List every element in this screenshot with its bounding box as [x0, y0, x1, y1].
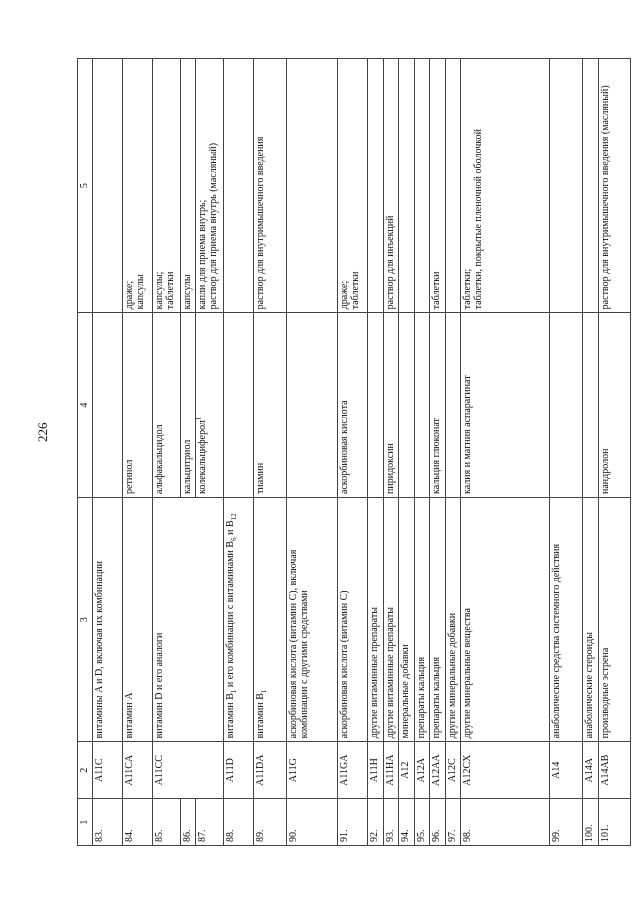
atc-code-cell: A11H: [367, 742, 383, 799]
dosage-form-cell: [399, 59, 415, 313]
dosage-form-cell: драже; таблетки: [338, 59, 368, 313]
group-name-cell: другие витаминные препараты: [383, 497, 399, 741]
table-row: [583, 59, 599, 846]
row-number-cell: 84.: [122, 799, 152, 846]
atc-code-cell: A11GA: [338, 742, 368, 799]
page-number: 226: [35, 422, 50, 442]
header-cell: 1: [78, 799, 93, 846]
drug-name-cell: [445, 313, 461, 498]
dosage-form-cell: раствор для внутримышечного введения (масляный): [598, 59, 630, 313]
table-row: [253, 59, 286, 846]
row-number-cell: 83.: [93, 799, 123, 846]
group-name-cell: препараты кальция: [430, 497, 446, 741]
table-row: [93, 59, 123, 846]
dosage-form-cell: таблетки: [430, 59, 446, 313]
drug-name-cell: альфакальцидол: [152, 313, 180, 498]
dosage-form-cell: [223, 59, 253, 313]
atc-code-cell: A11HA: [383, 742, 399, 799]
table-row: [414, 59, 430, 846]
group-name-cell: анаболические средства системного действия: [549, 497, 582, 741]
group-name-cell: аскорбиновая кислота (витамин С): [338, 497, 368, 741]
drug-name-cell: [549, 313, 582, 498]
row-number-cell: 85.: [152, 799, 180, 846]
row-number-cell: 86.: [180, 799, 196, 846]
header-cell: 3: [78, 497, 93, 741]
row-number-cell: 95.: [414, 799, 430, 846]
dosage-form-cell: [549, 59, 582, 313]
table-header-row: [78, 59, 93, 846]
dosage-form-cell: раствор для инъекций: [383, 59, 399, 313]
table-row: [598, 59, 630, 846]
table-row: [445, 59, 461, 846]
row-number-cell: 88.: [223, 799, 253, 846]
drug-name-cell: нандролон: [598, 313, 630, 498]
dosage-form-cell: [367, 59, 383, 313]
row-number-cell: 91.: [338, 799, 368, 846]
drug-name-cell: кальция глюконат: [430, 313, 446, 498]
drug-name-cell: калия и магния аспарагинат: [461, 313, 550, 498]
group-name-cell: препараты кальция: [414, 497, 430, 741]
row-number-cell: 101.: [598, 799, 630, 846]
group-name-cell: витамин D и его аналоги: [152, 497, 223, 741]
row-number-cell: 92.: [367, 799, 383, 846]
row-number-cell: 96.: [430, 799, 446, 846]
dosage-form-cell: [414, 59, 430, 313]
atc-code-cell: A14A: [583, 742, 599, 799]
drug-name-cell: ретинол: [122, 313, 152, 498]
group-name-cell: другие минеральные вещества: [461, 497, 550, 741]
row-number-cell: 100.: [583, 799, 599, 846]
dosage-form-cell: капсулы: [180, 59, 196, 313]
dosage-form-cell: [445, 59, 461, 313]
drug-name-cell: тиамин: [253, 313, 286, 498]
table-row: [549, 59, 582, 846]
dosage-form-cell: раствор для внутримышечного введения: [253, 59, 286, 313]
atc-code-cell: A12C: [445, 742, 461, 799]
atc-code-cell: A14AB: [598, 742, 630, 799]
drug-name-cell: [367, 313, 383, 498]
dosage-form-cell: капли для приема внутрь; раствор для приема внутрь (масляный): [196, 59, 224, 313]
drug-name-cell: кальцитриол: [180, 313, 196, 498]
dosage-form-cell: [287, 59, 338, 313]
table-row: [122, 59, 152, 846]
atc-code-cell: A11G: [287, 742, 338, 799]
group-name-cell: минеральные добавки: [399, 497, 415, 741]
table-row: [223, 59, 253, 846]
row-number-cell: 90.: [287, 799, 338, 846]
dosage-form-cell: [93, 59, 123, 313]
group-name-cell: анаболические стероиды: [583, 497, 599, 741]
atc-code-cell: A12CX: [461, 742, 550, 799]
group-name-cell: аскорбиновая кислота (витамин С), включая комбинации с другими средствами: [287, 497, 338, 741]
dosage-form-cell: таблетки; таблетки, покрытые пленочной оболочкой: [461, 59, 550, 313]
drug-name-cell: пиридоксин: [383, 313, 399, 498]
atc-code-cell: A12: [399, 742, 415, 799]
table-row: [338, 59, 368, 846]
drug-name-cell: [93, 313, 123, 498]
drug-name-cell: [583, 313, 599, 498]
row-number-cell: 87.: [196, 799, 224, 846]
header-cell: 5: [78, 59, 93, 313]
drug-name-cell: [414, 313, 430, 498]
atc-code-cell: A11D: [223, 742, 253, 799]
row-number-cell: 94.: [399, 799, 415, 846]
header-cell: 4: [78, 313, 93, 498]
table-row: [367, 59, 383, 846]
table-row: [430, 59, 446, 846]
atc-code-cell: A12A: [414, 742, 430, 799]
group-name-cell: витамины A и D, включая их комбинации: [93, 497, 123, 741]
drug-table: [77, 58, 631, 846]
atc-code-cell: A11CC: [152, 742, 223, 799]
row-number-cell: 89.: [253, 799, 286, 846]
group-name-cell: производные эстрена: [598, 497, 630, 741]
group-name-cell: витамин А: [122, 497, 152, 741]
group-name-cell: витамин $B_1$ и его комбинации с витаминами $B_6$ и $B_{12}$: [223, 497, 253, 741]
atc-code-cell: A11DA: [253, 742, 286, 799]
drug-name-cell: [287, 313, 338, 498]
group-name-cell: другие витаминные препараты: [367, 497, 383, 741]
table-row: [461, 59, 550, 846]
atc-code-cell: A11CA: [122, 742, 152, 799]
table-row: [383, 59, 399, 846]
drug-name-cell: аскорбиновая кислота: [338, 313, 368, 498]
atc-code-cell: A14: [549, 742, 582, 799]
header-cell: 2: [78, 742, 93, 799]
dosage-form-cell: [583, 59, 599, 313]
table-row: [152, 59, 180, 846]
dosage-form-cell: капсулы; таблетки: [152, 59, 180, 313]
group-name-cell: другие минеральные добавки: [445, 497, 461, 741]
row-number-cell: 99.: [549, 799, 582, 846]
drug-name-cell: [399, 313, 415, 498]
table-row: [287, 59, 338, 846]
row-number-cell: 93.: [383, 799, 399, 846]
drug-table-container: [77, 58, 631, 846]
atc-code-cell: A12AA: [430, 742, 446, 799]
row-number-cell: 98.: [461, 799, 550, 846]
dosage-form-cell: драже; капсулы: [122, 59, 152, 313]
row-number-cell: 97.: [445, 799, 461, 846]
group-name-cell: витамин $B_1$: [253, 497, 286, 741]
drug-name-cell: [223, 313, 253, 498]
table-row: [399, 59, 415, 846]
drug-name-cell: колекальциферол$^1$: [196, 313, 224, 498]
atc-code-cell: A11C: [93, 742, 123, 799]
